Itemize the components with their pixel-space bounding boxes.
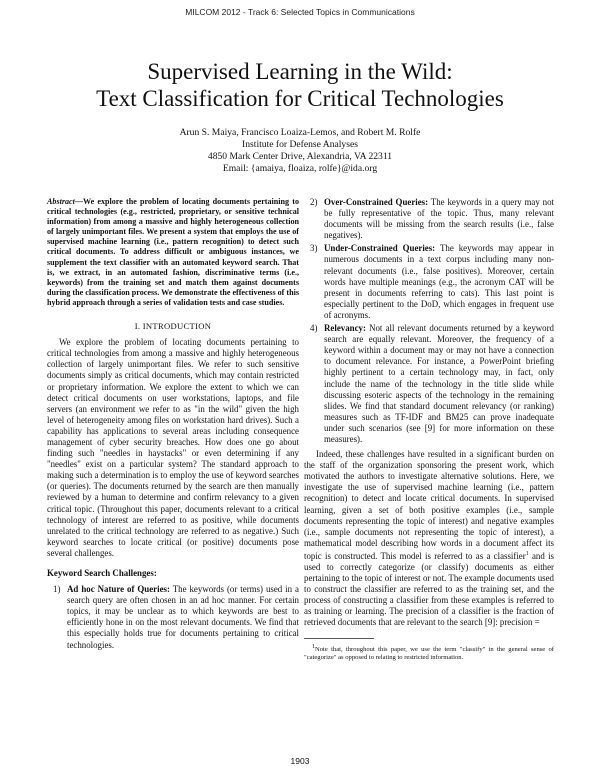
running-header: MILCOM 2012 - Track 6: Selected Topics in Communications [185,7,415,17]
list-item-label: Relevancy: [324,323,366,334]
list-number: 3) [310,243,318,254]
list-item-text: The keywords in a query may not be fully representative of the topic. Thus, many relevant documents will be missing from the search results (i.e., false negatives). [324,197,554,241]
left-column [47,197,299,653]
abstract [47,197,299,308]
list-item-label: Under-Constrained Queries: [324,243,436,254]
page-number: 1903 [290,756,310,766]
paper-title [0,58,600,112]
footnote-divider [304,638,374,639]
title-line-1: Supervised Learning in the Wild: [147,59,453,84]
list-item [304,197,554,241]
list-item-text: Not all relevant documents returned by a keyword search are equally relevant. Moreover, the frequency of a keyword within a document may or may not have a connection to document relevance. For instance, a PowerPoint briefing highly pertinent to a certain technology may, in fact, only include the name of the technology in the title slide while discussing esoteric aspects of the technology in the remaining slides. We find that standard document relevancy (or ranking) measures such as TF-IDF and BM25 can prove inadequate under such scenarios (see [9] for more information on these measures). [324,323,554,444]
footnote [304,643,554,662]
address: 4850 Mark Center Drive, Alexandria, VA 22311 [207,151,393,162]
paragraph-text: Indeed, these challenges have resulted in a significant burden on the staff of the organization sponsoring the present work, which motivated the authors to investigate alternative solutions. Here, we investigate the use of supervised machine learning (i.e., pattern recognition) to detect and locate critical documents. In supervised learning, given a set of both positive examples (i.e., sample documents representing the topic of interest) and negative examples (i.e., sample documents not representing the topic of interest), a mathematical model describing how words in a document affect its topic is constructed. This model is referred to as a classifier [304,449,554,561]
challenges-list-right [304,197,554,445]
list-number: 4) [310,323,318,334]
list-item-text: The keywords may appear in numerous documents in a text corpus including many non-relevant documents (i.e., false positives). Moreover, certain words have multiple meanings (e.g., the acronym CAT will be present in documents referring to cats). This last point is especially pertinent to the DoD, which engages in frequent use of acronyms. [324,243,554,320]
section-heading-introduction: I. INTRODUCTION [134,321,212,332]
right-column [304,197,554,662]
author-block [0,127,600,175]
footnote-reference: 1 [525,550,529,557]
email: Email: {amaiya, floaiza, rolfe}@ida.org [222,163,378,174]
list-item-label: Ad hoc Nature of Queries: [67,584,170,595]
body-paragraph [304,449,554,628]
list-number: 1) [53,584,61,595]
intro-paragraph: We explore the problem of locating documents pertaining to critical technologies from among a massive and highly heterogeneous collection of largely unimportant files. We refer to such sensitive documents simply as critical documents, which may contain restricted or proprietary information. We explore the extent to which we can detect critical documents on user workstations, laptops, and file servers (an environment we refer to as "in the wild" given the high level of heterogeneity among files on workstation hard drives). Such a capability has applications to several areas including consequence management of cyber security breaches. How does one go about finding such "needles in haystacks" or even determining if any "needles" exist on a particular system? The standard approach to making such a determination is to employ the use of keyword searches (or queries). The documents returned by the search are then manually reviewed by a human to determine and confirm relevancy to a given critical topic. (Throughout this paper, documents relevant to a critical technology of interest are referred to as positive, while documents unrelated to the critical technology are referred to as negative.) Such keyword searches to locate critical (or positive) documents pose several challenges. [47,337,299,558]
footnote-text: Note that, throughout this paper, we use the term "classify" in the general sense of "categorize" as opposed to relating to restricted information. [304,645,554,661]
abstract-lead: Abstract [47,197,75,206]
title-line-2: Text Classification for Critical Technologies [96,86,504,111]
footnote-number: 1 [312,643,315,650]
list-number: 2) [310,197,318,207]
challenges-list-left [47,584,299,651]
paragraph-text-tail: and is used to correctly categorize (or classify) documents as either pertaining to the topic of interest or not. The example documents used to construct the classifier are referred to as the training set, and the process of constructing a classifier from these examples is referred to as training or learning. The precision of a classifier is the fraction of retrieved documents that are relevant to the search [9]: precision = [304,550,555,628]
list-item [47,584,299,651]
list-item [304,323,554,445]
list-item-text: The keywords (or terms) used in a search query are often chosen in an ad hoc manner. For certain topics, it may be unclear as to which keywords are best to efficiently hone in on the most relevant documents. We find that this especially holds true for documents pertaining to critical technologies. [67,584,299,650]
list-item [304,243,554,321]
author-names: Arun S. Maiya, Francisco Loaiza-Lemos, and Robert M. Rolfe [179,127,421,138]
challenges-heading: Keyword Search Challenges: [47,568,157,578]
list-item-label: Over-Constrained Queries: [324,197,429,207]
abstract-body: —We explore the problem of locating documents pertaining to critical technologies (e.g., restricted, proprietary, or sensitive technical information) from among a massive and highly heterogeneous collection of largely unimportant files. We present a system that employs the use of supervised machine learning (i.e., pattern recognition) to detect such critical documents. To address difficult or ambiguous instances, we supplement the text classifier with an automated keyword search. That is, we extract, in an automated fashion, discriminative terms (i.e., keywords) from the training set and match them against documents during the classification process. We demonstrate the effectiveness of this hybrid approach through a series of validation tests and case studies. [47,197,299,307]
affiliation: Institute for Defense Analyses [242,139,358,150]
